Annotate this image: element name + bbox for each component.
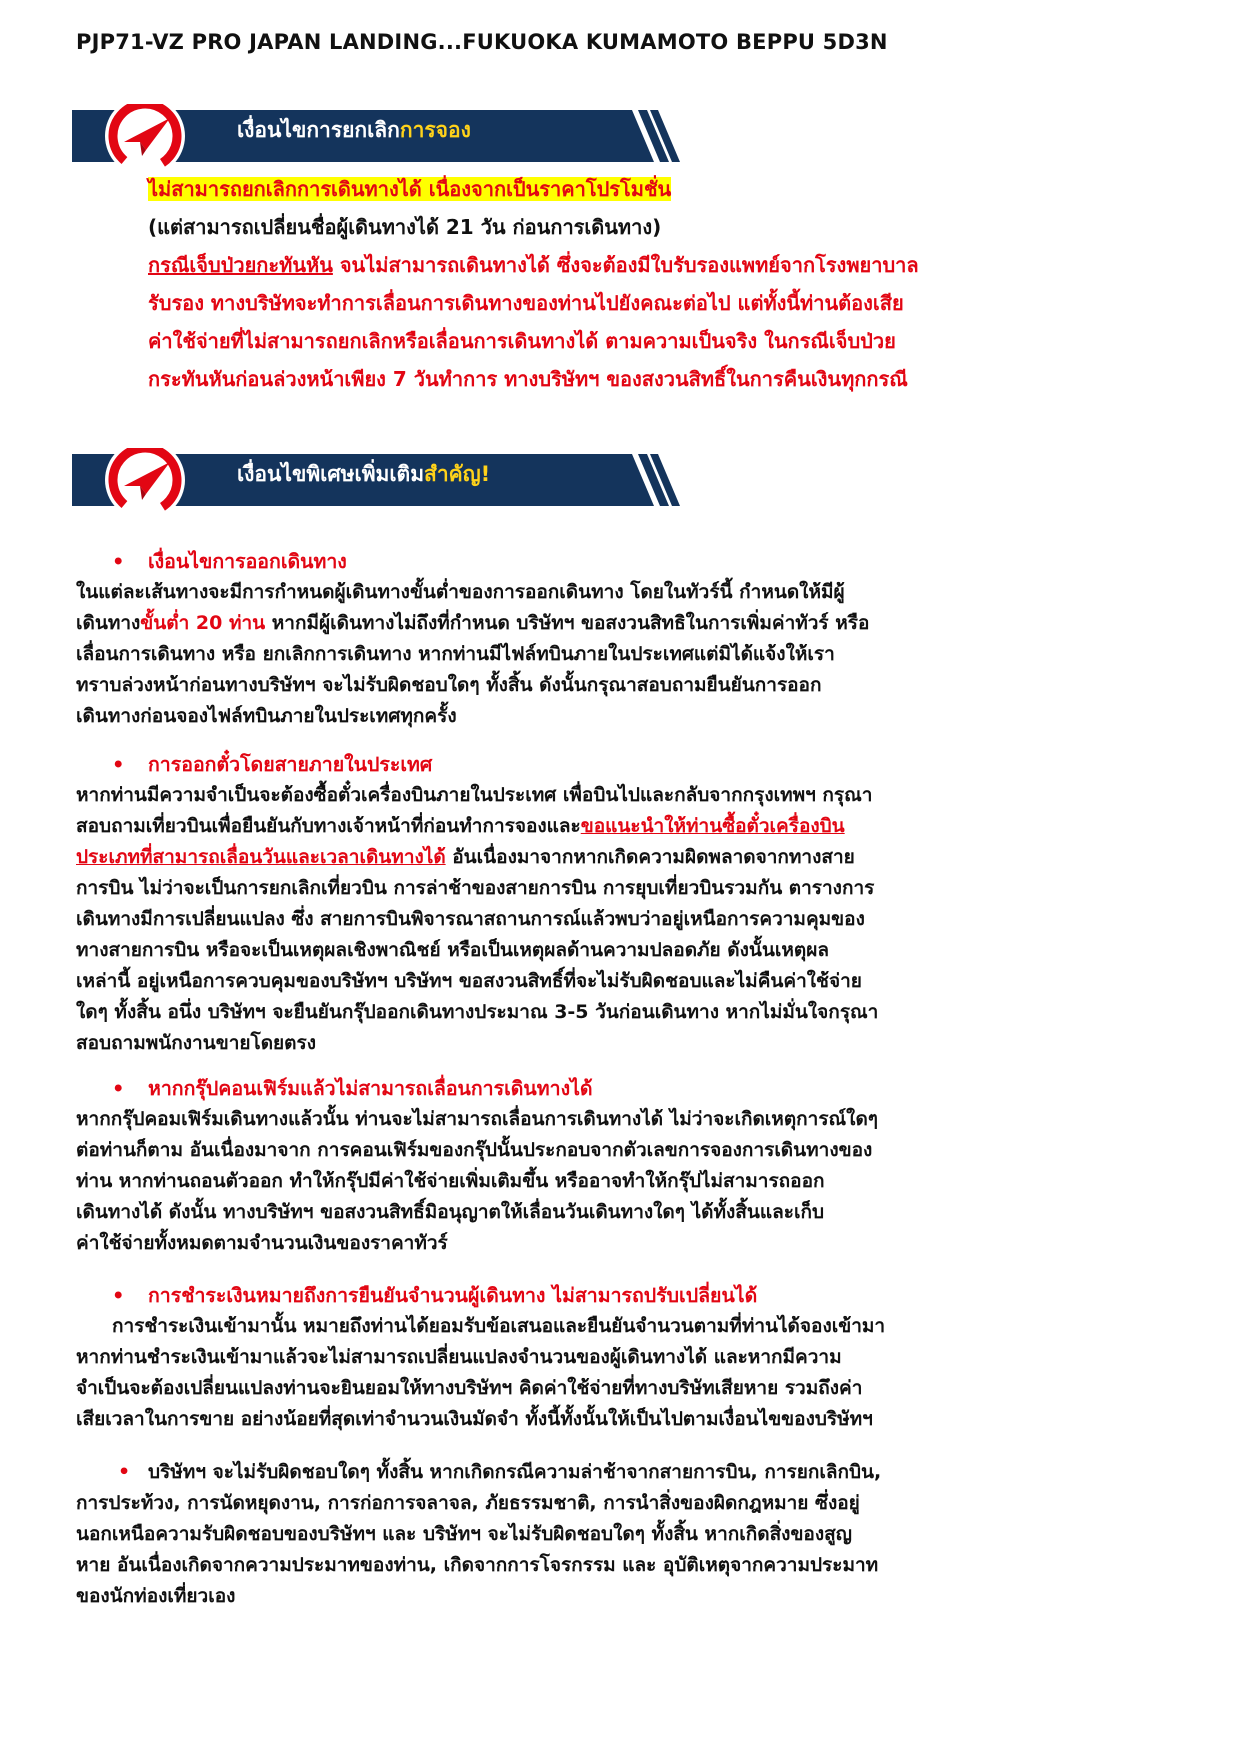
banner-title: เงื่อนไขพิเศษเพิ่มเติม	[237, 462, 425, 486]
ticket-recommendation: ประเภทที่สามารถเลื่อนวันและเวลาเดินทางได้	[76, 846, 446, 868]
ticket-recommendation: ขอแนะนำให้ท่านซื้อตั๋วเครื่องบิน	[580, 815, 845, 837]
banner-title: เงื่อนไขการยกเลิก	[237, 118, 400, 142]
payment-paragraph: การชำระเงินเข้ามานั้น หมายถึงท่านได้ยอมรับข้อเสนอและยืนยันจำนวนตามที่ท่านได้จองเข้ามา หากท่านชำระเงินเข้ามาแล้วจะไม่สามารถเปลี่ยนแปลงจำนวนของผู้เดินทางได้ และหากมีความ จำเป็นจะต้องเปลี่ยนแปลงท่านจะยินยอมให้ทางบริษัทฯ คิดค่าใช้จ่ายที่ทางบริษัทเสียหาย รวมถึงค่า เสียเวลาในการขาย อย่างน้อยที่สุดเท่าจำนวนเงินมัดจำ ทั้งนี้ทั้งนั้นให้เป็นไปตามเงื่อนไขของบริษัทฯ	[76, 1315, 886, 1430]
paper-plane-icon	[100, 448, 190, 512]
cancellation-block	[148, 174, 919, 395]
banner-highlight: สำคัญ!	[424, 462, 491, 486]
section-heading: • เงื่อนไขการออกเดินทาง	[112, 550, 347, 573]
domestic-ticket-paragraph: หากท่านมีความจำเป็นจะต้องซื้อตั๋วเครื่องบินภายในประเทศ เพื่อบินไปและกลับจากกรุงเทพฯ กรุณา สอบถามเที่ยวบินเพื่อยืนยันกับทางเจ้าหน้าที่ก่อนทำการจองและขอแนะนำให้ท่านซื้อตั๋วเครื่องบิน ประเภทที่สามารถเลื่อนวันและเวลาเดินทางได้ อันเนื่องมาจากหากเกิดความผิดพลาดจากทางสาย การบิน ไม่ว่าจะเป็นการยกเลิกเที่ยวบิน การล่าช้าของสายการบิน การยุบเที่ยวบินรวมกัน ตารางการ เดินทางมีการเปลี่ยนแปลง ซึ่ง สายการบินพิจารณาสถานการณ์แล้วพบว่าอยู่เหนือการความคุมของ ทางสายการบิน หรือจะเป็นเหตุผลเชิงพาณิชย์ หรือเป็นเหตุผลด้านความปลอดภัย ดังนั้นเหตุผล เหล่านี้ อยู่เหนือการควบคุมของบริษัทฯ บริษัทฯ ขอสงวนสิทธิ์ที่จะไม่รับผิดชอบและไม่คืนค่าใช้จ่าย ใดๆ ทั้งสิ้น อนึ่ง บริษัทฯ จะยืนยันกรุ๊ปออกเดินทางประมาณ 3-5 วันก่อนเดินทาง หากไม่มั่นใจกรุณา สอบถามพนักงานขายโดยตรง	[76, 784, 879, 1054]
minimum-travelers: ขั้นต่ำ 20 ท่าน	[140, 612, 266, 634]
cancel-text-line: กระทันหันก่อนล่วงหน้าเพียง 7 วันทำการ ทางบริษัทฯ ของสงวนสิทธิ์ในการคืนเงินทุกกรณี	[148, 367, 908, 391]
section-banner-special-conditions	[72, 448, 692, 512]
section-heading: • การชำระเงินหมายถึงการยืนยันจำนวนผู้เดินทาง ไม่สามารถปรับเปลี่ยนได้	[112, 1284, 758, 1307]
departure-conditions-paragraph: ในแต่ละเส้นทางจะมีการกำหนดผู้เดินทางขั้นต่ำของการออกเดินทาง โดยในทัวร์นี้ กำหนดให้มีผู้ เดินทางขั้นต่ำ 20 ท่าน หากมีผู้เดินทางไม่ถึงที่กำหนด บริษัทฯ ขอสงวนสิทธิในการเพิ่มค่าทัวร์ หรือ เลื่อนการเดินทาง หรือ ยกเลิกการเดินทาง หากท่านมีไฟล์ทบินภายในประเทศแต่มิได้แจ้งให้เรา ทราบล่วงหน้าก่อนทางบริษัทฯ จะไม่รับผิดชอบใดๆ ทั้งสิ้น ดังนั้นกรุณาสอบถามยืนยันการออก เดินทางก่อนจองไฟล์ทบินภายในประเทศทุกครั้ง	[76, 581, 870, 727]
cancel-text-line: จนไม่สามารถเดินทางได้ ซึ่งจะต้องมีใบรับรองแพทย์จากโรงพยาบาล	[332, 253, 919, 277]
bullet-dot: •	[118, 1461, 131, 1483]
section-banner-cancellation	[72, 104, 692, 168]
promo-notice: ไม่สามารถยกเลิกการเดินทางได้ เนื่องจากเป็นราคาโปรโมชั่น	[148, 177, 672, 201]
section-heading: • หากกรุ๊ปคอนเฟิร์มแล้วไม่สามารถเลื่อนการเดินทางได้	[112, 1077, 593, 1100]
banner-highlight: การจอง	[399, 118, 471, 142]
document-title: PJP71-VZ PRO JAPAN LANDING...FUKUOKA KUMAMOTO BEPPU 5D3N	[76, 30, 888, 54]
paper-plane-icon	[100, 104, 190, 168]
sudden-illness-label: กรณีเจ็บป่วยกะทันหัน	[148, 253, 333, 277]
cancel-text-line: รับรอง ทางบริษัทจะทำการเลื่อนการเดินทางของท่านไปยังคณะต่อไป แต่ทั้งนี้ท่านต้องเสีย	[148, 291, 904, 315]
group-confirmed-paragraph: หากกรุ๊ปคอมเฟิร์มเดินทางแล้วนั้น ท่านจะไม่สามารถเลื่อนการเดินทางได้ ไม่ว่าจะเกิดเหตุการณ์ใดๆ ต่อท่านก็ตาม อันเนื่องมาจาก การคอนเฟิร์มของกรุ๊ปนั้นประกอบจากตัวเลขการจองการเดินทางของ ท่าน หากท่านถอนตัวออก ทำให้กรุ๊ปมีค่าใช้จ่ายเพิ่มเติมขึ้น หรืออาจทำให้กรุ๊ปไม่สามารถออก เดินทางได้ ดังนั้น ทางบริษัทฯ ขอสงวนสิทธิ์มิอนุญาตให้เลื่อนวันเดินทางใดๆ ได้ทั้งสิ้นและเก็บ ค่าใช้จ่ายทั้งหมดตามจำนวนเงินของราคาทัวร์	[76, 1108, 878, 1254]
section-heading: • การออกตั๋วโดยสายภายในประเทศ	[112, 753, 433, 776]
liability-paragraph: • บริษัทฯ จะไม่รับผิดชอบใดๆ ทั้งสิ้น หากเกิดกรณีความล่าช้าจากสายการบิน, การยกเลิกบิน, การประท้วง, การนัดหยุดงาน, การก่อการจลาจล, ภัยธรรมชาติ, การนำสิ่งของผิดกฎหมาย ซึ่งอยู่ นอกเหนือความรับผิดชอบของบริษัทฯ และ บริษัทฯ จะไม่รับผิดชอบใดๆ ทั้งสิ้น หากเกิดสิ่งของสูญ หาย อันเนื่องเกิดจากความประมาทของท่าน, เกิดจากการโจรกรรม และ อุบัติเหตุจากความประมาท ของนักท่องเที่ยวเอง	[76, 1457, 1170, 1612]
name-change-note: (แต่สามารถเปลี่ยนชื่อผู้เดินทางได้ 21 วัน ก่อนการเดินทาง)	[148, 215, 662, 239]
cancel-text-line: ค่าใช้จ่ายที่ไม่สามารถยกเลิกหรือเลื่อนการเดินทางได้ ตามความเป็นจริง ในกรณีเจ็บป่วย	[148, 329, 896, 353]
